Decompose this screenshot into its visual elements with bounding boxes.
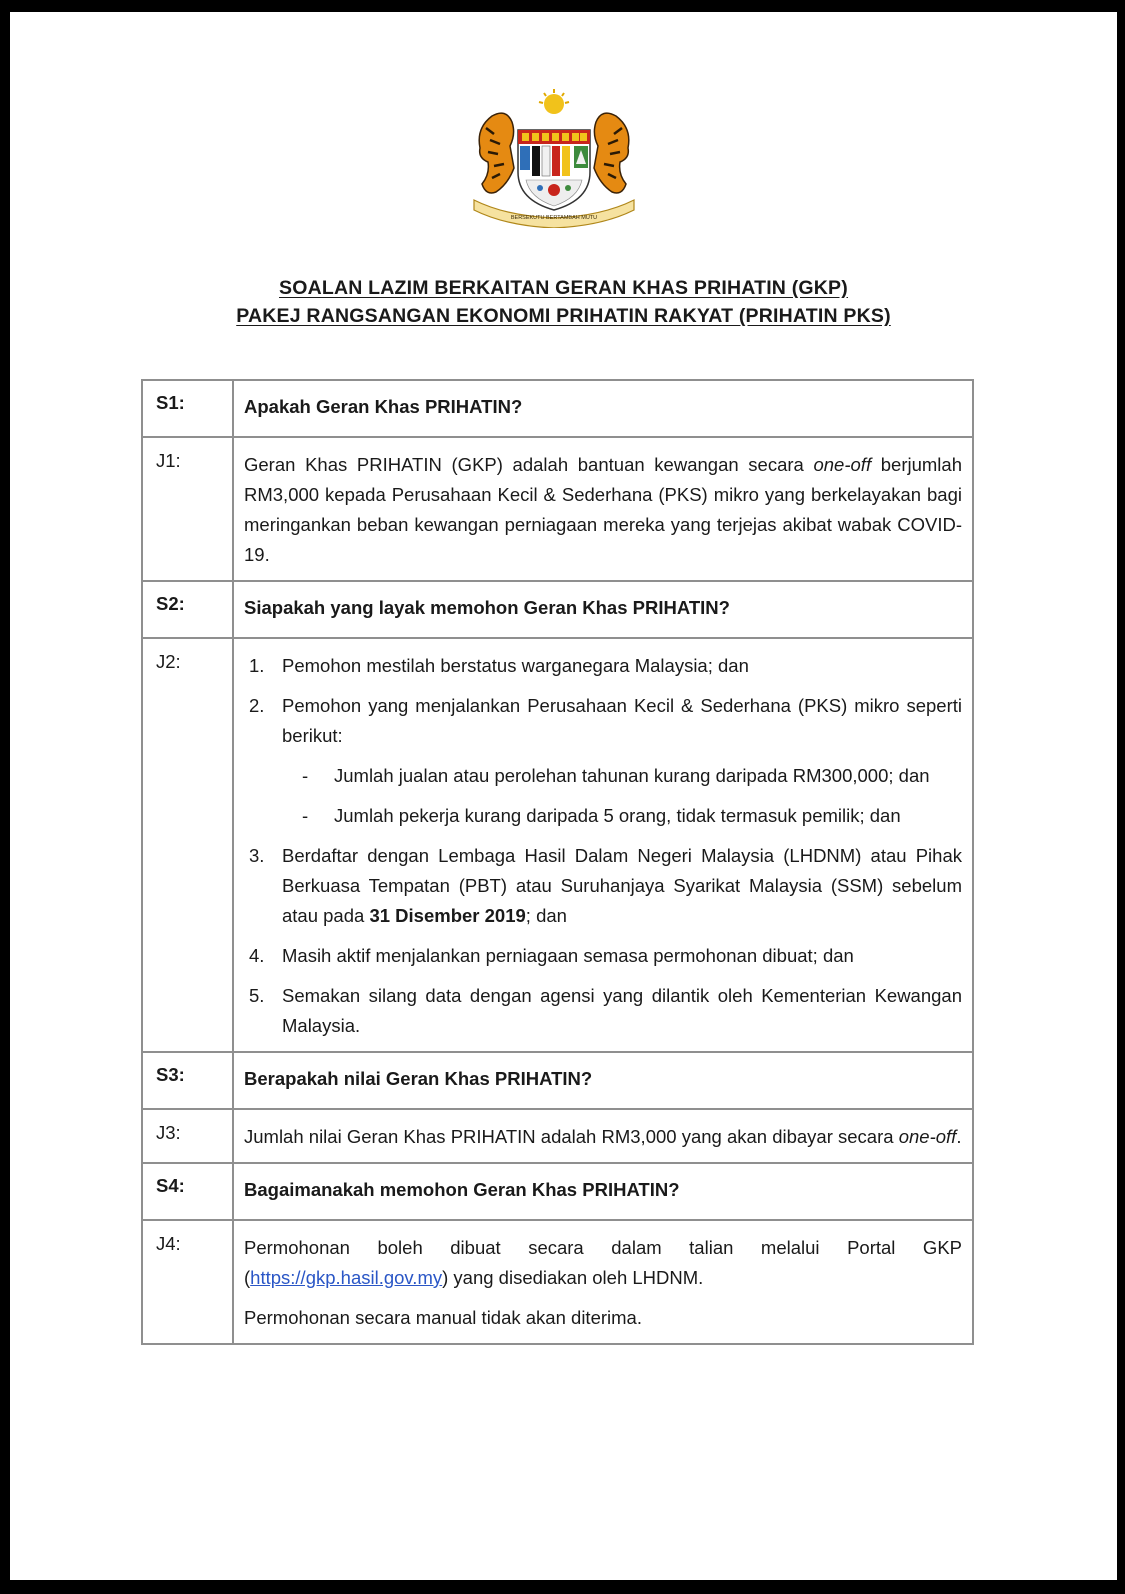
answer-paragraph: Permohonan boleh dibuat secara dalam talian melalui Portal GKP (https://gkp.hasil.gov.my) yang disediakan oleh LHDNM. xyxy=(244,1237,962,1288)
answer-label: J4: xyxy=(142,1220,233,1344)
answer-label: J1: xyxy=(142,437,233,581)
question-text: Bagaimanakah memohon Geran Khas PRIHATIN? xyxy=(233,1163,973,1220)
question-text: Berapakah nilai Geran Khas PRIHATIN? xyxy=(233,1052,973,1109)
question-row-s4 xyxy=(142,1163,973,1220)
title-line-1: SOALAN LAZIM BERKAITAN GERAN KHAS PRIHATIN (GKP) xyxy=(279,277,848,299)
document-title xyxy=(10,274,1117,330)
answer-label: J3: xyxy=(142,1109,233,1163)
document-page xyxy=(10,12,1117,1580)
question-row-s2 xyxy=(142,581,973,638)
question-label: S4: xyxy=(142,1163,233,1220)
answer-row-j1 xyxy=(142,437,973,581)
gkp-portal-link[interactable]: https://gkp.hasil.gov.my xyxy=(250,1267,443,1288)
question-label: S3: xyxy=(142,1052,233,1109)
list-item: 3. Berdaftar dengan Lembaga Hasil Dalam Negeri Malaysia (LHDNM) atau Pihak Berkuasa Tempatan (PBT) atau Suruhanjaya Syarikat Malaysia (SSM) sebelum atau pada 31 Disember 2019; dan xyxy=(249,845,962,926)
question-row-s1 xyxy=(142,380,973,437)
answer-label: J2: xyxy=(142,638,233,1052)
list-item: 4. Masih aktif menjalankan perniagaan semasa permohonan dibuat; dan xyxy=(249,945,854,966)
malaysia-coat-of-arms-icon xyxy=(466,88,642,228)
answer-criteria xyxy=(233,638,973,1052)
answer-note: Permohonan secara manual tidak akan diterima. xyxy=(244,1307,642,1328)
sub-list-item: - Jumlah jualan atau perolehan tahunan kurang daripada RM300,000; dan xyxy=(302,765,930,786)
answer-text: Jumlah nilai Geran Khas PRIHATIN adalah RM3,000 yang akan dibayar secara one-off. xyxy=(233,1109,973,1163)
list-item: 2. Pemohon yang menjalankan Perusahaan Kecil & Sederhana (PKS) mikro seperti berikut: - Jumlah jualan atau perolehan tahunan kurang daripada RM300,000; dan - Jumlah pekerja kurang daripada 5 orang, tidak termasuk pemilik; dan xyxy=(244,691,962,831)
list-item: 5. Semakan silang data dengan agensi yang dilantik oleh Kementerian Kewangan Malaysia. xyxy=(249,985,962,1036)
sub-list-item: - Jumlah pekerja kurang daripada 5 orang, tidak termasuk pemilik; dan xyxy=(302,805,901,826)
question-text: Apakah Geran Khas PRIHATIN? xyxy=(233,380,973,437)
question-label: S2: xyxy=(142,581,233,638)
answer-row-j3 xyxy=(142,1109,973,1163)
svg-text:BERSEKUTU BERTAMBAH MUTU: BERSEKUTU BERTAMBAH MUTU xyxy=(510,215,598,221)
sub-criteria-list xyxy=(282,761,962,831)
question-row-s3 xyxy=(142,1052,973,1109)
criteria-list xyxy=(244,651,962,1041)
faq-table xyxy=(141,379,974,1345)
answer-text xyxy=(233,1220,973,1344)
list-item: 1. Pemohon mestilah berstatus warganegara Malaysia; dan xyxy=(249,655,749,676)
question-label: S1: xyxy=(142,380,233,437)
question-text: Siapakah yang layak memohon Geran Khas PRIHATIN? xyxy=(233,581,973,638)
answer-text: Geran Khas PRIHATIN (GKP) adalah bantuan kewangan secara one-off berjumlah RM3,000 kepada Perusahaan Kecil & Sederhana (PKS) mikro yang berkelayakan bagi meringankan beban kewangan perniagaan mereka yang terjejas akibat wabak COVID-19. xyxy=(233,437,973,581)
answer-row-j4 xyxy=(142,1220,973,1344)
answer-row-j2 xyxy=(142,638,973,1052)
title-line-2: PAKEJ RANGSANGAN EKONOMI PRIHATIN RAKYAT (PRIHATIN PKS) xyxy=(236,305,891,327)
